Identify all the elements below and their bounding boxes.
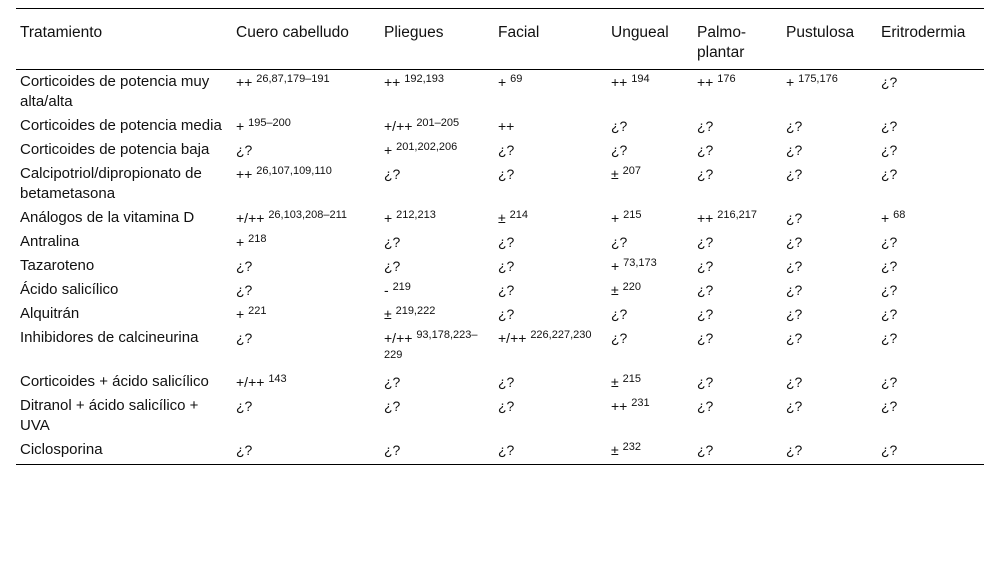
table-cell (607, 138, 693, 162)
evidence-value: ¿? (697, 306, 714, 322)
evidence-value: ¿? (384, 442, 401, 458)
table-cell (380, 394, 494, 438)
evidence-value: + (236, 234, 245, 250)
table-cell (607, 254, 693, 278)
table-cell (877, 230, 984, 254)
evidence-value: +/++ (384, 330, 413, 346)
table-cell (877, 370, 984, 394)
header-pliegues: Pliegues (380, 9, 494, 70)
table-cell (494, 138, 607, 162)
evidence-value: ¿? (697, 442, 714, 458)
header-cuero-cabelludo: Cuero cabelludo (232, 9, 380, 70)
evidence-value: ¿? (498, 282, 515, 298)
evidence-value: ++ (498, 118, 515, 134)
reference-superscript: 215 (623, 209, 642, 221)
table-cell (380, 254, 494, 278)
table-cell (494, 302, 607, 326)
evidence-value: ++ (697, 74, 714, 90)
evidence-value: ¿? (881, 442, 898, 458)
table-cell (693, 162, 782, 206)
table-cell (380, 138, 494, 162)
table-cell (877, 278, 984, 302)
treatment-table-container (16, 8, 984, 465)
table-cell (607, 114, 693, 138)
evidence-value: + (786, 74, 795, 90)
reference-superscript: 201–205 (416, 117, 460, 129)
treatment-name: Corticoides de potencia media (20, 117, 222, 134)
evidence-value: ¿? (384, 234, 401, 250)
table-cell (232, 70, 380, 115)
evidence-value: ¿? (236, 282, 253, 298)
table-cell (380, 206, 494, 230)
evidence-value: ¿? (236, 258, 253, 274)
table-cell (232, 438, 380, 465)
reference-superscript: 176 (717, 73, 736, 85)
table-cell (494, 278, 607, 302)
evidence-value: ¿? (786, 282, 803, 298)
evidence-value: ¿? (498, 166, 515, 182)
table-cell (494, 206, 607, 230)
reference-superscript: 231 (631, 397, 650, 409)
evidence-value: ¿? (384, 374, 401, 390)
evidence-value: + (384, 142, 393, 158)
table-cell (607, 206, 693, 230)
table-cell (494, 162, 607, 206)
evidence-value: ¿? (786, 330, 803, 346)
table-cell (232, 162, 380, 206)
table-cell (232, 138, 380, 162)
table-cell (380, 438, 494, 465)
evidence-value: ¿? (384, 258, 401, 274)
treatment-name: Corticoides de potencia baja (20, 141, 210, 158)
treatment-name: Corticoides + ácido salicílico (20, 373, 209, 390)
evidence-value: ¿? (611, 118, 628, 134)
evidence-value: ++ (611, 74, 628, 90)
header-ungueal: Ungueal (607, 9, 693, 70)
table-cell (693, 370, 782, 394)
reference-superscript: 175,176 (798, 73, 838, 85)
table-row (16, 114, 984, 138)
table-cell (607, 438, 693, 465)
table-cell (607, 326, 693, 370)
reference-superscript: 212,213 (396, 209, 436, 221)
evidence-value: ¿? (498, 306, 515, 322)
table-cell (782, 206, 877, 230)
evidence-value: ¿? (881, 142, 898, 158)
table-cell (232, 206, 380, 230)
table-cell (693, 278, 782, 302)
header-facial: Facial (494, 9, 607, 70)
table-cell (494, 230, 607, 254)
reference-superscript: 93,178,223–229 (384, 329, 478, 361)
header-tratamiento: Tratamiento (16, 9, 232, 70)
table-cell (877, 438, 984, 465)
treatment-name: Ditranol + ácido salicílico + UVA (20, 397, 199, 434)
table-row (16, 254, 984, 278)
evidence-value: ¿? (697, 330, 714, 346)
reference-superscript: 215 (622, 373, 641, 385)
evidence-value: ¿? (881, 374, 898, 390)
evidence-value: ¿? (786, 234, 803, 250)
table-cell (782, 438, 877, 465)
evidence-value: +/++ (236, 374, 265, 390)
table-cell (693, 302, 782, 326)
table-cell (380, 278, 494, 302)
table-cell (607, 278, 693, 302)
treatment-name: Tazaroteno (20, 257, 95, 274)
table-cell (782, 162, 877, 206)
table-row (16, 394, 984, 438)
evidence-value: ¿? (697, 234, 714, 250)
evidence-value: ¿? (384, 166, 401, 182)
reference-superscript: 26,103,208–211 (268, 209, 348, 221)
treatment-name: Antralina (20, 233, 80, 250)
table-cell (877, 326, 984, 370)
evidence-value: ¿? (881, 306, 898, 322)
table-cell (782, 302, 877, 326)
evidence-value: ¿? (611, 234, 628, 250)
reference-superscript: 26,87,179–191 (256, 73, 330, 85)
evidence-value: ¿? (498, 142, 515, 158)
table-cell (494, 326, 607, 370)
table-cell (693, 326, 782, 370)
table-row (16, 138, 984, 162)
reference-superscript: 219 (392, 281, 411, 293)
reference-superscript: 221 (248, 305, 267, 317)
evidence-value: + (236, 118, 245, 134)
table-cell (782, 326, 877, 370)
table-cell (693, 438, 782, 465)
table-cell (693, 254, 782, 278)
table-row (16, 302, 984, 326)
table-cell (380, 70, 494, 115)
treatment-name: Corticoides de potencia muy alta/alta (20, 73, 210, 110)
table-cell (232, 278, 380, 302)
reference-superscript: 201,202,206 (396, 141, 458, 153)
table-row (16, 206, 984, 230)
evidence-value: ± (384, 306, 392, 322)
evidence-value: ¿? (611, 142, 628, 158)
evidence-value: ¿? (236, 330, 253, 346)
evidence-value: ¿? (236, 142, 253, 158)
evidence-value: ¿? (786, 398, 803, 414)
table-cell (782, 254, 877, 278)
table-cell (782, 278, 877, 302)
evidence-value: ¿? (498, 234, 515, 250)
reference-superscript: 214 (509, 209, 528, 221)
table-row (16, 70, 984, 115)
evidence-value: ¿? (786, 118, 803, 134)
evidence-value: ¿? (384, 398, 401, 414)
evidence-value: ¿? (881, 166, 898, 182)
table-cell (877, 302, 984, 326)
table-cell (782, 138, 877, 162)
evidence-value: ± (611, 442, 619, 458)
table-cell (232, 394, 380, 438)
table-cell (782, 114, 877, 138)
evidence-value: ± (498, 210, 506, 226)
table-cell (494, 438, 607, 465)
evidence-value: ¿? (881, 330, 898, 346)
table-cell (494, 254, 607, 278)
treatment-name: Ciclosporina (16, 438, 232, 465)
header-palmoplantar: Palmo-plantar (693, 9, 782, 70)
table-cell (380, 230, 494, 254)
evidence-value: ¿? (881, 258, 898, 274)
evidence-value: ¿? (697, 142, 714, 158)
table-row (16, 370, 984, 394)
header-eritrodermia: Eritrodermia (877, 9, 984, 70)
treatment-name: Alquitrán (20, 305, 80, 322)
table-cell (232, 230, 380, 254)
evidence-value: ¿? (498, 398, 515, 414)
reference-superscript: 192,193 (404, 73, 445, 85)
evidence-value: ¿? (697, 398, 714, 414)
table-cell (232, 114, 380, 138)
evidence-value: +/++ (384, 118, 413, 134)
table-cell (782, 370, 877, 394)
table-cell (494, 114, 607, 138)
reference-superscript: 232 (622, 441, 641, 453)
table-cell (877, 138, 984, 162)
evidence-value: + (611, 258, 620, 274)
reference-superscript: 219,222 (395, 305, 436, 317)
evidence-value: +/++ (236, 210, 265, 226)
treatment-name: Inhibidores de calcineurina (20, 329, 199, 346)
table-cell (380, 302, 494, 326)
evidence-value: ± (611, 282, 619, 298)
reference-superscript: 220 (622, 281, 641, 293)
table-cell (877, 254, 984, 278)
table-row (16, 162, 984, 206)
evidence-value: + (236, 306, 245, 322)
table-cell (877, 70, 984, 115)
header-pustulosa: Pustulosa (782, 9, 877, 70)
table-cell (380, 114, 494, 138)
treatment-name: Calcipotriol/dipropionato de betametasona (20, 165, 202, 202)
evidence-value: ++ (384, 74, 401, 90)
table-cell (380, 370, 494, 394)
evidence-value: ¿? (786, 442, 803, 458)
table-cell (877, 162, 984, 206)
reference-superscript: 194 (631, 73, 650, 85)
reference-superscript: 69 (510, 73, 523, 85)
table-cell (232, 302, 380, 326)
table-cell (693, 206, 782, 230)
table-cell (782, 230, 877, 254)
table-cell (494, 394, 607, 438)
evidence-value: ¿? (881, 234, 898, 250)
evidence-value: ¿? (611, 306, 628, 322)
reference-superscript: 216,217 (717, 209, 758, 221)
evidence-value: ++ (236, 166, 253, 182)
table-cell (607, 370, 693, 394)
table-cell (693, 70, 782, 115)
table-row (16, 230, 984, 254)
evidence-value: ¿? (881, 398, 898, 414)
evidence-value: ¿? (611, 330, 628, 346)
table-cell (693, 394, 782, 438)
table-cell (782, 394, 877, 438)
table-cell (232, 254, 380, 278)
table-cell (232, 370, 380, 394)
reference-superscript: 218 (248, 233, 267, 245)
evidence-value: ¿? (498, 374, 515, 390)
evidence-value: +/++ (498, 330, 527, 346)
reference-superscript: 26,107,109,110 (256, 165, 332, 177)
table-row (16, 278, 984, 302)
evidence-value: - (384, 282, 389, 298)
table-cell (380, 326, 494, 370)
reference-superscript: 143 (268, 373, 287, 385)
table-body (16, 70, 984, 465)
evidence-value: + (881, 210, 890, 226)
evidence-value: ¿? (786, 166, 803, 182)
evidence-value: + (384, 210, 393, 226)
table-cell (877, 394, 984, 438)
evidence-value: ¿? (498, 258, 515, 274)
evidence-value: ± (611, 374, 619, 390)
table-row (16, 438, 984, 465)
evidence-value: ++ (611, 398, 628, 414)
evidence-value: ¿? (697, 282, 714, 298)
table-cell (494, 70, 607, 115)
table-cell (607, 230, 693, 254)
evidence-value: ¿? (236, 398, 253, 414)
treatment-name: Análogos de la vitamina D (20, 209, 195, 226)
evidence-value: ± (611, 166, 619, 182)
evidence-value: ¿? (786, 142, 803, 158)
evidence-value: ¿? (786, 258, 803, 274)
table-cell (877, 206, 984, 230)
evidence-value: ¿? (697, 258, 714, 274)
table-cell (782, 70, 877, 115)
evidence-value: ¿? (881, 74, 898, 90)
table-cell (607, 162, 693, 206)
treatment-table (16, 8, 984, 465)
evidence-value: + (498, 74, 507, 90)
reference-superscript: 226,227,230 (530, 329, 592, 341)
evidence-value: ¿? (786, 306, 803, 322)
evidence-value: ++ (236, 74, 253, 90)
evidence-value: ¿? (786, 210, 803, 226)
reference-superscript: 207 (622, 165, 641, 177)
table-cell (607, 394, 693, 438)
table-cell (232, 326, 380, 370)
evidence-value: ¿? (697, 374, 714, 390)
evidence-value: ¿? (881, 282, 898, 298)
table-cell (693, 230, 782, 254)
reference-superscript: 68 (893, 209, 906, 221)
evidence-value: ¿? (236, 442, 253, 458)
treatment-name: Ácido salicílico (20, 281, 119, 298)
table-cell (693, 114, 782, 138)
reference-superscript: 195–200 (248, 117, 291, 129)
table-cell (607, 302, 693, 326)
evidence-value: ¿? (697, 118, 714, 134)
table-cell (877, 114, 984, 138)
evidence-value: ¿? (498, 442, 515, 458)
table-row (16, 326, 984, 370)
table-cell (607, 70, 693, 115)
table-cell (380, 162, 494, 206)
reference-superscript: 73,173 (623, 257, 657, 269)
header-row (16, 9, 984, 70)
evidence-value: ++ (697, 210, 714, 226)
table-header (16, 9, 984, 70)
table-cell (494, 370, 607, 394)
evidence-value: ¿? (697, 166, 714, 182)
evidence-value: ¿? (786, 374, 803, 390)
table-cell (693, 138, 782, 162)
evidence-value: + (611, 210, 620, 226)
evidence-value: ¿? (881, 118, 898, 134)
